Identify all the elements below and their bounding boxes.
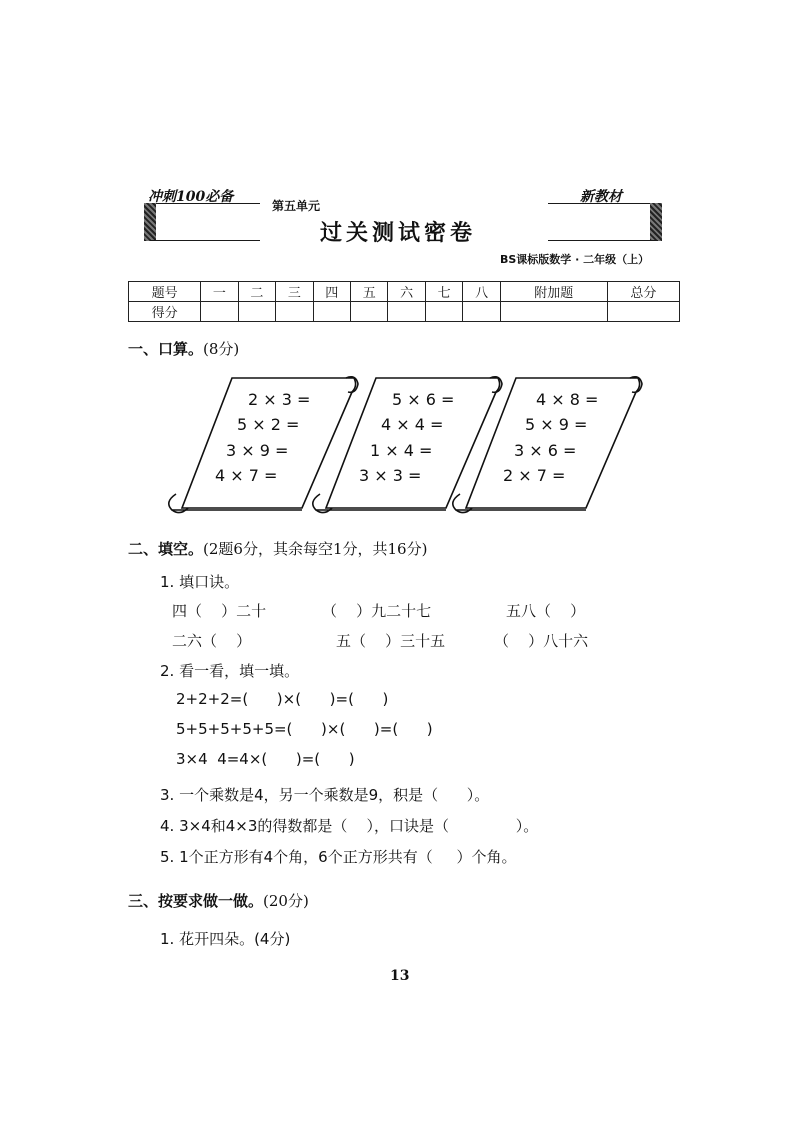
- q5-text: 5. 1个正方形有4个角，6个正方形共有（ ）个角。: [160, 848, 517, 866]
- section-2-heading: [128, 538, 427, 559]
- q1-row1-item-1: 四（ ）二十: [172, 602, 267, 620]
- q4-text: 4. 3×4和4×3的得数都是（ ），口诀是（ ）。: [160, 817, 539, 835]
- q1-row1-item-2: （ ）九二十七: [322, 602, 432, 620]
- q2-line-1: 2+2+2=( )×( )=( ): [176, 690, 389, 708]
- edition-label: BS课标版数学 · 二年级（上）: [500, 253, 650, 266]
- page-number: 13: [390, 968, 410, 984]
- scroll-3-eq-4: 2 × 7 =: [503, 466, 566, 485]
- section-1-title: 一、口算。: [128, 340, 204, 358]
- scroll-2-eq-2: 4 × 4 =: [381, 415, 444, 434]
- score-table-header-cell: 三: [276, 282, 313, 302]
- q2-line-2: 5+5+5+5+5=( )×( )=( ): [176, 720, 433, 738]
- score-table-header-cell: 附加题: [500, 282, 607, 302]
- score-table-header-cell: 二: [238, 282, 275, 302]
- q2-title: 2. 看一看，填一填。: [160, 662, 300, 680]
- q1-title: 1. 填口诀。: [160, 573, 240, 591]
- score-table-header-cell: 四: [313, 282, 350, 302]
- score-table-header-cell: 六: [388, 282, 425, 302]
- score-table-header-cell: 七: [425, 282, 462, 302]
- score-table-header-cell: 八: [463, 282, 500, 302]
- section-3-q1: 1. 花开四朵。(4分): [160, 930, 291, 948]
- section-3-heading: [128, 890, 309, 911]
- q2-line-3: 3×4 4=4×( )=( ): [176, 750, 355, 768]
- score-table-row-label: 题号: [129, 282, 201, 302]
- section-3-title: 三、按要求做一做。: [128, 892, 264, 910]
- score-table-header-cell: 五: [351, 282, 388, 302]
- page-title: 过关测试密卷: [320, 220, 477, 246]
- q3-text: 3. 一个乘数是4，另一个乘数是9，积是（ ）。: [160, 786, 490, 804]
- q1-row1-item-3: 五八（ ）: [506, 602, 586, 620]
- scroll-2-eq-1: 5 × 6 =: [392, 390, 455, 409]
- section-2-points: (2题6分，其余每空1分，共16分): [203, 540, 428, 558]
- unit-label: 第五单元: [272, 199, 321, 213]
- scroll-2-eq-3: 1 × 4 =: [370, 441, 433, 460]
- section-1-points: (8分): [203, 340, 240, 358]
- scroll-3-eq-3: 3 × 6 =: [514, 441, 577, 460]
- q1-row2-item-2: 五（ ）三十五: [336, 632, 446, 650]
- scroll-2-eq-4: 3 × 3 =: [359, 466, 422, 485]
- scroll-1-eq-1: 2 × 3 =: [248, 390, 311, 409]
- scroll-1-eq-2: 5 × 2 =: [237, 415, 300, 434]
- scroll-3-eq-1: 4 × 8 =: [536, 390, 599, 409]
- section-3-points: (20分): [263, 892, 309, 910]
- scroll-1-eq-4: 4 × 7 =: [215, 466, 278, 485]
- section-2-title: 二、填空。: [128, 540, 204, 558]
- q1-row2-item-3: （ ）八十六: [494, 632, 589, 650]
- scroll-1-eq-3: 3 × 9 =: [226, 441, 289, 460]
- new-textbook-tag: 新教材: [580, 189, 622, 205]
- scroll-3-eq-2: 5 × 9 =: [525, 415, 588, 434]
- series-tag: 冲刺100必备: [148, 189, 234, 205]
- score-table-header-cell: 一: [201, 282, 238, 302]
- score-table-row-label: 得分: [129, 302, 201, 322]
- q1-row2-item-1: 二六（ ）: [172, 632, 252, 650]
- score-table-header-cell: 总分: [607, 282, 679, 302]
